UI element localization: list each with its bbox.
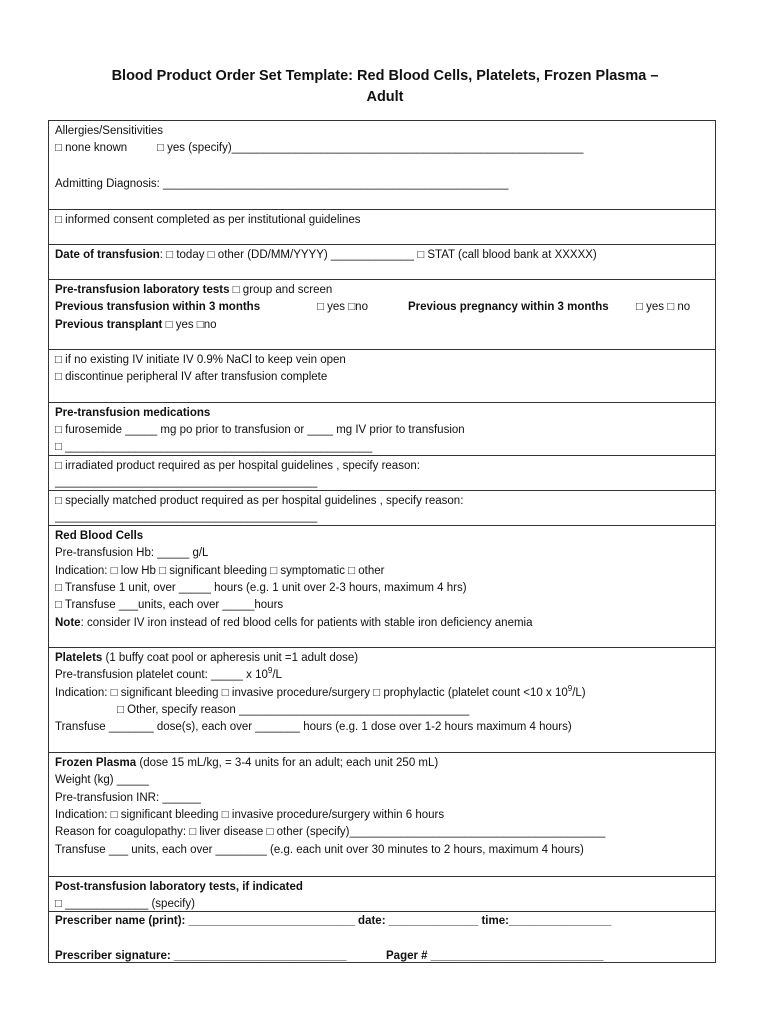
rbc-section (49, 525, 715, 647)
medications-section (49, 402, 715, 455)
furosemide-field[interactable]: □ furosemide _____ mg po prior to transfusion or ____ mg IV prior to transfusion (55, 424, 465, 436)
prev-pregnancy-options[interactable]: □ yes □ no (636, 301, 691, 313)
pretx-lab-label: Pre-transfusion laboratory tests (55, 284, 230, 296)
prescriber-signature-field[interactable]: Prescriber signature: ___________________________ (55, 950, 347, 962)
date-section (49, 244, 715, 279)
prev-transplant-options[interactable]: □ yes □no (162, 319, 217, 331)
prev-transplant-label: Previous transplant (55, 319, 163, 331)
coagulopathy-reason-field[interactable]: Reason for coagulopathy: □ liver disease □ other (specify)________________________________________ (55, 826, 606, 838)
rbc-transfuse-units[interactable]: □ Transfuse ___units, each over _____hours (55, 599, 284, 611)
matched-checkbox[interactable]: □ specially matched product required as per hospital guidelines , specify reason: (55, 495, 464, 507)
other-medication-field[interactable]: □ ________________________________________________ (55, 441, 373, 453)
platelet-count-field[interactable]: Pre-transfusion platelet count: _____ x $10^9/L$ (55, 666, 282, 681)
frozen-plasma-dose-note: (dose 15 mL/kg, = 3-4 units for an adult; each unit 250 mL) (136, 757, 439, 769)
prescriber-name-date-time-field[interactable]: Prescriber name (print): __________________________ date: ______________ time:________________ (55, 915, 612, 927)
title-line-1: Blood Product Order Set Template: Red Blood Cells, Platelets, Frozen Plasma – (111, 68, 659, 84)
pager-field[interactable]: Pager # ___________________________ (386, 950, 604, 962)
lab-tests-section (49, 279, 715, 349)
iv-section (49, 349, 715, 402)
post-transfusion-section (49, 876, 715, 911)
rbc-note-label: Note (55, 617, 81, 629)
platelets-heading: Platelets (55, 652, 103, 664)
document-title (60, 66, 710, 108)
initiate-iv-checkbox[interactable]: □ if no existing IV initiate IV 0.9% NaCl to keep vein open (55, 354, 346, 366)
rbc-indication-options[interactable]: Indication: □ low Hb □ significant bleeding □ symptomatic □ other (55, 565, 385, 577)
rbc-hb-field[interactable]: Pre-transfusion Hb: _____ g/L (55, 547, 209, 559)
irradiated-section (49, 455, 715, 490)
group-screen-checkbox[interactable]: □ group and screen (229, 284, 333, 296)
none-known-checkbox[interactable]: □ none known (55, 142, 128, 154)
consent-checkbox[interactable]: □ informed consent completed as per institutional guidelines (55, 214, 361, 226)
admitting-diagnosis-field[interactable]: Admitting Diagnosis: ______________________________________________________ (55, 178, 509, 190)
frozen-plasma-section (49, 752, 715, 876)
prev-pregnancy-label: Previous pregnancy within 3 months (408, 301, 609, 313)
allergies-label: Allergies/Sensitivities (55, 125, 164, 137)
post-transfusion-label: Post-transfusion laboratory tests, if indicated (55, 881, 303, 893)
platelets-section (49, 647, 715, 752)
post-transfusion-specify-field[interactable]: □ _____________ (specify) (55, 898, 195, 910)
rbc-heading: Red Blood Cells (55, 530, 144, 542)
medications-label: Pre-transfusion medications (55, 407, 211, 419)
platelets-dose-note: (1 buffy coat pool or apheresis unit =1 adult dose) (102, 652, 359, 664)
discontinue-iv-checkbox[interactable]: □ discontinue peripheral IV after transfusion complete (55, 371, 328, 383)
inr-field[interactable]: Pre-transfusion INR: ______ (55, 792, 201, 804)
date-options[interactable]: : □ today □ other (DD/MM/YYYY) _____________ □ STAT (call blood bank at XXXXX) (159, 249, 597, 261)
order-form (48, 120, 716, 963)
date-label: Date of transfusion (55, 249, 160, 261)
matched-reason-field[interactable]: _________________________________________ (55, 511, 318, 523)
prescriber-section (49, 911, 715, 964)
platelet-other-reason-field[interactable]: □ Other, specify reason ____________________________________ (117, 704, 470, 716)
weight-field[interactable]: Weight (kg) _____ (55, 774, 149, 786)
date-of-transfusion-row[interactable] (55, 248, 597, 262)
allergies-yes-specify-field[interactable]: □ yes (specify)_______________________________________________________ (157, 142, 584, 154)
matched-section (49, 490, 715, 525)
consent-section (49, 209, 715, 244)
plasma-indication-options[interactable]: Indication: □ significant bleeding □ invasive procedure/surgery within 6 hours (55, 809, 445, 821)
plasma-transfuse-field[interactable]: Transfuse ___ units, each over ________ (e.g. each unit over 30 minutes to 2 hours, maximum 4 hours) (55, 844, 584, 856)
prev-transfusion-label: Previous transfusion within 3 months (55, 301, 261, 313)
irradiated-reason-field[interactable]: _________________________________________ (55, 476, 318, 488)
title-line-2: Adult (366, 89, 404, 105)
rbc-note-text: : consider IV iron instead of red blood cells for patients with stable iron deficiency anemia (80, 617, 533, 629)
allergies-section (49, 121, 715, 209)
irradiated-checkbox[interactable]: □ irradiated product required as per hospital guidelines , specify reason: (55, 460, 420, 472)
frozen-plasma-heading: Frozen Plasma (55, 757, 137, 769)
platelet-transfuse-field[interactable]: Transfuse _______ dose(s), each over _______ hours (e.g. 1 dose over 1-2 hours maximum 4 hours) (55, 721, 572, 733)
prev-transfusion-options[interactable]: □ yes □no (317, 301, 368, 313)
platelet-indication-options[interactable]: Indication: □ significant bleeding □ invasive procedure/surgery □ prophylactic (platelet count <10 x $10^9/L$) (55, 684, 586, 699)
rbc-transfuse-1-unit[interactable]: □ Transfuse 1 unit, over _____ hours (e.g. 1 unit over 2-3 hours, maximum 4 hrs) (55, 582, 467, 594)
